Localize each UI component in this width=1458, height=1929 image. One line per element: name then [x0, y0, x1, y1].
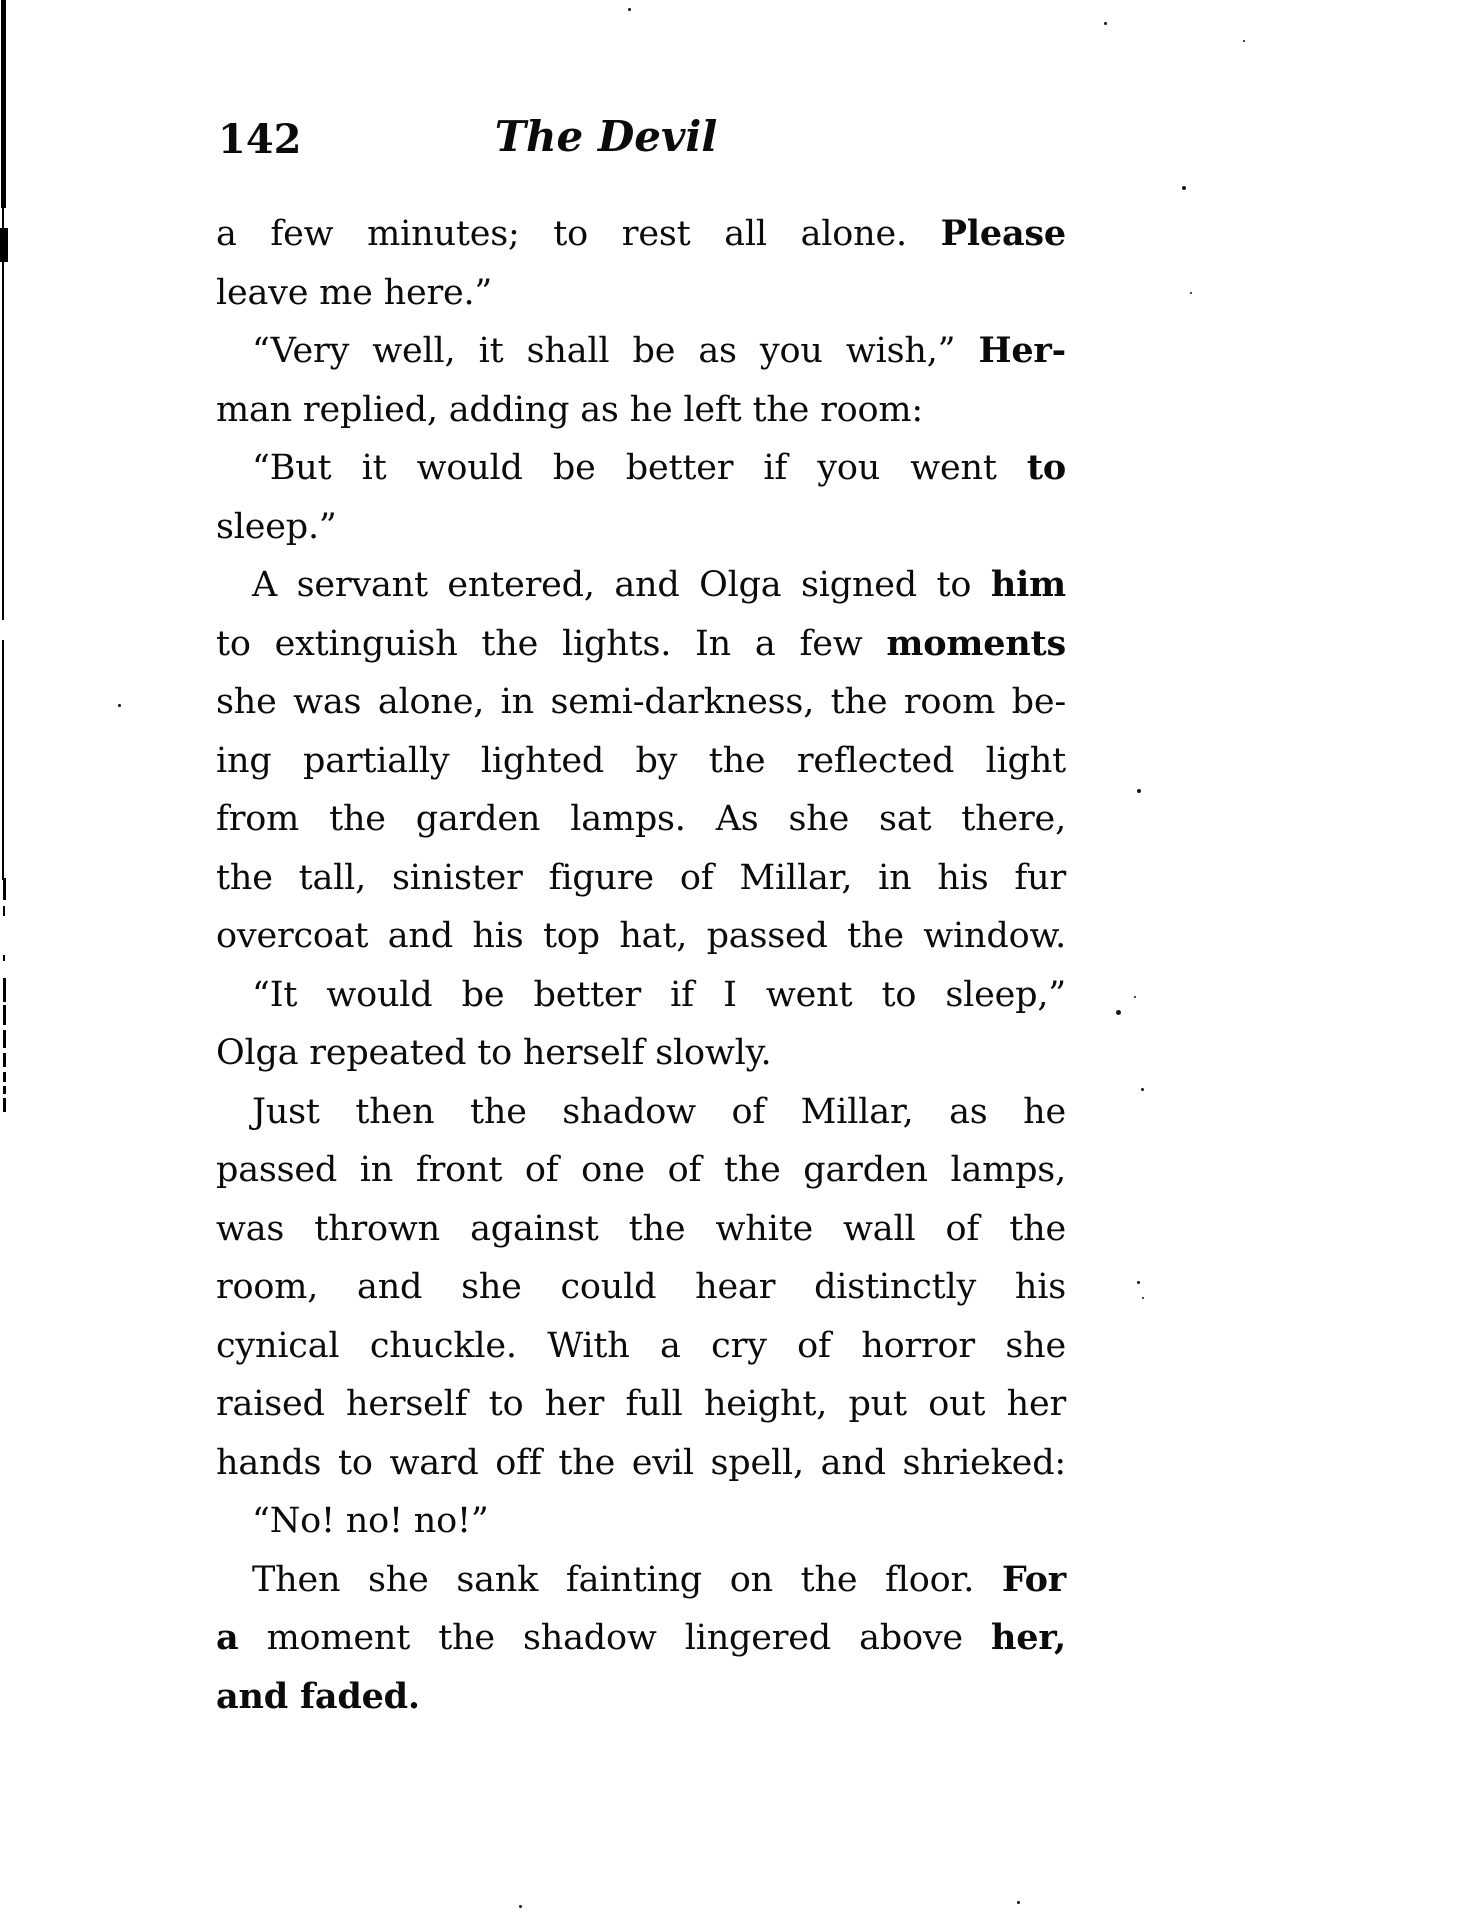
scan-speck [1142, 1297, 1144, 1299]
text-line [216, 1258, 1066, 1317]
scan-gutter-line [3, 1030, 6, 1048]
scan-gutter-line [3, 878, 6, 900]
bold-word: For [1001, 1558, 1066, 1600]
scan-gutter-line [3, 906, 5, 916]
text-segment: Olga repeated to herself slowly. [216, 1033, 772, 1073]
text-segment: sleep.” [216, 506, 337, 547]
scan-speck [628, 8, 631, 11]
bold-word: him [990, 564, 1066, 605]
scan-speck [118, 704, 121, 707]
text-line [216, 732, 1066, 791]
scan-speck [1134, 996, 1136, 998]
bold-word: Please [940, 213, 1066, 254]
text-line [216, 1200, 1066, 1259]
scan-gutter-line [0, 228, 8, 262]
text-line [216, 205, 1066, 264]
text-segment: Just then the shadow of Millar, as he [252, 1091, 1066, 1132]
text-segment: the tall, sinister figure of Millar, in his fur [216, 857, 1066, 898]
text-segment: Then she sank fainting on the floor. [252, 1559, 1002, 1600]
text-block [216, 205, 1066, 1726]
scan-gutter-line [3, 1086, 6, 1094]
text-segment: man replied, adding as he left the room: [216, 389, 923, 430]
text-line [216, 556, 1066, 615]
text-segment: moment the shadow lingered above [238, 1618, 991, 1658]
text-segment: “No! no! no!” [252, 1501, 489, 1541]
text-segment: overcoat and his top hat, passed the window. [216, 916, 1066, 956]
text-line [216, 439, 1066, 498]
scan-gutter-line [2, 640, 4, 880]
bold-word: to [1026, 447, 1066, 488]
scan-speck [1190, 292, 1192, 294]
scan-speck [1116, 1010, 1121, 1015]
text-segment: was thrown against the white wall of the [216, 1208, 1066, 1249]
bold-word: a [216, 1617, 239, 1658]
scan-speck [519, 1905, 522, 1908]
text-line [216, 790, 1066, 849]
text-segment: cynical chuckle. With a cry of horror she [216, 1325, 1066, 1366]
page-number: 142 [218, 116, 302, 163]
text-line [216, 1609, 1066, 1668]
text-line [216, 966, 1066, 1025]
scan-gutter-line [1, 0, 6, 208]
scan-speck [1137, 1281, 1140, 1284]
text-line [216, 1434, 1066, 1493]
text-line [216, 673, 1066, 732]
scan-speck [1137, 789, 1141, 793]
text-segment: raised herself to her full height, put out her [216, 1384, 1066, 1424]
text-segment: room, and she could hear distinctly his [216, 1267, 1066, 1307]
scan-gutter-line [3, 955, 5, 961]
text-line [216, 1668, 1066, 1727]
scan-gutter-line [2, 208, 4, 620]
scan-gutter-line [3, 1098, 6, 1112]
bold-word: and faded. [216, 1675, 420, 1717]
text-line [216, 849, 1066, 908]
scan-speck [1141, 1088, 1144, 1091]
text-segment: A servant entered, and Olga signed to [252, 565, 991, 605]
text-line [216, 1083, 1066, 1142]
text-segment: passed in front of one of the garden lamps, [216, 1150, 1066, 1190]
text-line [216, 1024, 1066, 1083]
text-segment: a few minutes; to rest all alone. [216, 214, 941, 254]
text-segment: she was alone, in semi-darkness, the room be- [216, 682, 1066, 722]
text-line [216, 498, 1066, 557]
text-segment: ing partially lighted by the reflected light [216, 740, 1066, 781]
text-segment: “But it would be better if you went [252, 448, 1027, 488]
text-segment: to extinguish the lights. In a few [216, 623, 887, 664]
scan-gutter-line [3, 1005, 6, 1025]
text-segment: hands to ward off the evil spell, and shrieked: [216, 1442, 1066, 1483]
bold-word: moments [886, 622, 1066, 664]
page-title: The Devil [494, 112, 718, 161]
scan-gutter-line [3, 1053, 6, 1067]
text-segment: leave me here.” [216, 272, 493, 313]
text-line [216, 1317, 1066, 1376]
text-segment: “Very well, it shall be as you wish,” [252, 331, 979, 371]
text-line [216, 615, 1066, 674]
text-line [216, 264, 1066, 323]
text-line [216, 381, 1066, 440]
scan-gutter-line [3, 1072, 6, 1082]
scan-speck [1104, 22, 1107, 25]
text-line [216, 322, 1066, 381]
bold-word: her, [991, 1617, 1066, 1658]
text-line [216, 1551, 1066, 1610]
text-segment: “It would be better if I went to sleep,” [252, 974, 1066, 1015]
scan-speck [1017, 1901, 1020, 1904]
text-line [216, 907, 1066, 966]
scan-speck [1243, 40, 1245, 42]
text-line [216, 1375, 1066, 1434]
text-line [216, 1141, 1066, 1200]
text-segment: from the garden lamps. As she sat there, [216, 799, 1066, 839]
scan-gutter-line [3, 978, 6, 1002]
bold-word: Her- [978, 330, 1066, 371]
scan-speck [1182, 186, 1186, 190]
text-line [216, 1492, 1066, 1551]
